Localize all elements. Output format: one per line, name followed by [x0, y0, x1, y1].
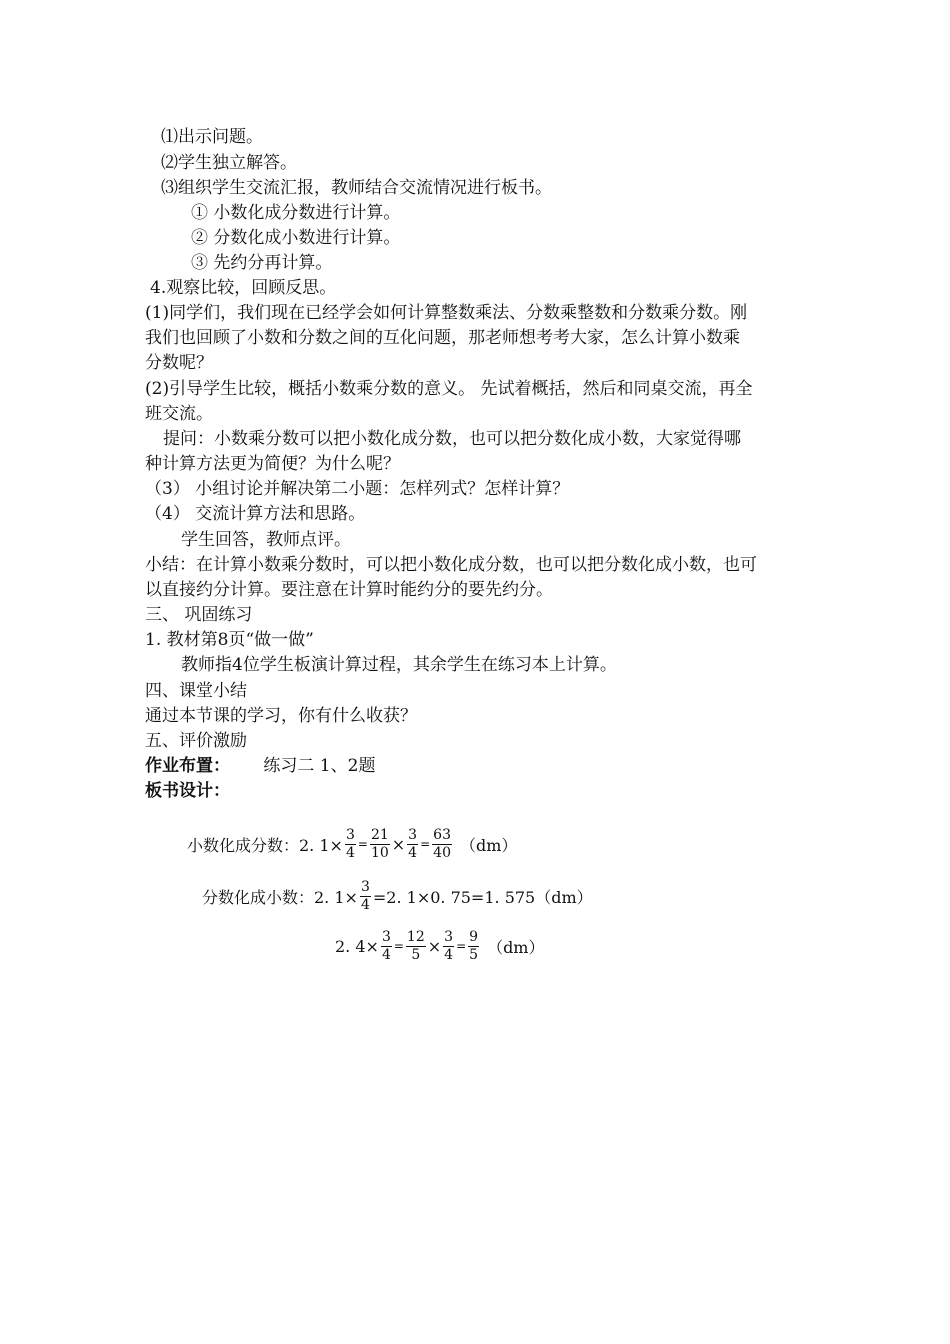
eq3-fraction-1: $\frac{3}{4}$: [381, 928, 391, 963]
summary-line-1: 小结：在计算小数乘分数时，可以把小数化成分数，也可以把分数化成小数，也可: [145, 555, 757, 575]
homework-line: [145, 754, 375, 778]
board-equation-2: [202, 872, 593, 920]
eq3-fraction-4: $\frac{9}{5}$: [469, 928, 479, 963]
paragraph-2-line-1: (2)引导学生比较，概括小数乘分数的意义。 先试着概括，然后和同桌交流，再全: [145, 379, 753, 399]
eq1-fraction-2: $\frac{21}{10}$: [370, 826, 389, 861]
heading-observe-compare: 4.观察比较，回顾反思。: [150, 278, 337, 298]
exercise-instruction: 教师指4位学生板演计算过程，其余学生在练习本上计算。: [181, 655, 617, 675]
question-line-1: 提问：小数乘分数可以把小数化成分数，也可以把分数化成小数，大家觉得哪: [163, 429, 741, 449]
step-report: ⑶组织学生交流汇报，教师结合交流情况进行板书。: [161, 178, 552, 198]
paragraph-1-line-2: 我们也回顾了小数和分数之间的互化问题，那老师想考考大家，怎么计算小数乘: [145, 328, 740, 348]
eq1-fraction-4: $\frac{63}{40}$: [433, 826, 451, 861]
item-4: （4） 交流计算方法和思路。: [145, 504, 366, 524]
board-design-label: 板书设计：: [145, 781, 230, 801]
eq1-fraction-3: $\frac{3}{4}$: [408, 826, 418, 861]
eq3-fraction-2: $\frac{12}{5}$: [406, 928, 425, 963]
board-equation-1: 小数化成分数：2. 1× $\frac{3}{4}$ = $\frac{21}{10}$ × $\frac{3}{4}$ = $\frac{63}{40}$ （dm）: [187, 826, 518, 861]
student-answer: 学生回答，教师点评。: [181, 530, 351, 550]
homework-value: 练习二 1、2题: [263, 756, 376, 776]
paragraph-2-line-2: 班交流。: [145, 404, 213, 424]
item-3: （3） 小组讨论并解决第二小题：怎样列式？怎样计算？: [145, 479, 570, 499]
method-2: ② 分数化成小数进行计算。: [191, 228, 401, 248]
summary-line-2: 以直接约分计算。要注意在计算时能约分的要先约分。: [145, 580, 553, 600]
section-4-heading: 四、课堂小结: [145, 681, 247, 701]
eq3-unit: （dm）: [487, 937, 545, 957]
eq2-rest: =2. 1×0. 75=1. 575（dm）: [372, 887, 593, 907]
step-show-problem: ⑴出示问题。: [161, 127, 263, 147]
homework-label: 作业布置：: [145, 756, 230, 776]
paragraph-1-line-1: (1)同学们，我们现在已经学会如何计算整数乘法、分数乘整数和分数乘分数。刚: [145, 303, 748, 323]
eq3-fraction-3: $\frac{3}{4}$: [444, 928, 454, 963]
eq3-prefix: 2. 4×: [335, 936, 379, 956]
reflection-question: 通过本节课的学习，你有什么收获？: [145, 706, 417, 726]
board-equation-3: 2. 4× $\frac{3}{4}$ = $\frac{12}{5}$ × $\frac{3}{4}$ = $\frac{9}{5}$ （dm）: [335, 928, 545, 963]
method-3: ③ 先约分再计算。: [191, 253, 333, 273]
eq1-fraction-1: $\frac{3}{4}$: [345, 826, 355, 861]
eq1-prefix: 小数化成分数：2. 1×: [187, 835, 343, 855]
question-line-2: 种计算方法更为简便？为什么呢？: [145, 454, 400, 474]
eq2-prefix: 分数化成小数：2. 1×: [202, 887, 358, 907]
step-independent-answer: ⑵学生独立解答。: [161, 153, 297, 173]
eq2-fraction-1: $\frac{3}{4}$: [360, 878, 370, 913]
paragraph-1-line-3: 分数呢？: [145, 353, 213, 373]
eq1-unit: （dm）: [459, 835, 518, 855]
exercise-1: 1. 教材第8页“做一做”: [145, 630, 314, 650]
method-1: ① 小数化成分数进行计算。: [191, 203, 401, 223]
section-5-heading: 五、评价激励: [145, 731, 247, 751]
section-3-heading: 三、 巩固练习: [145, 605, 253, 625]
